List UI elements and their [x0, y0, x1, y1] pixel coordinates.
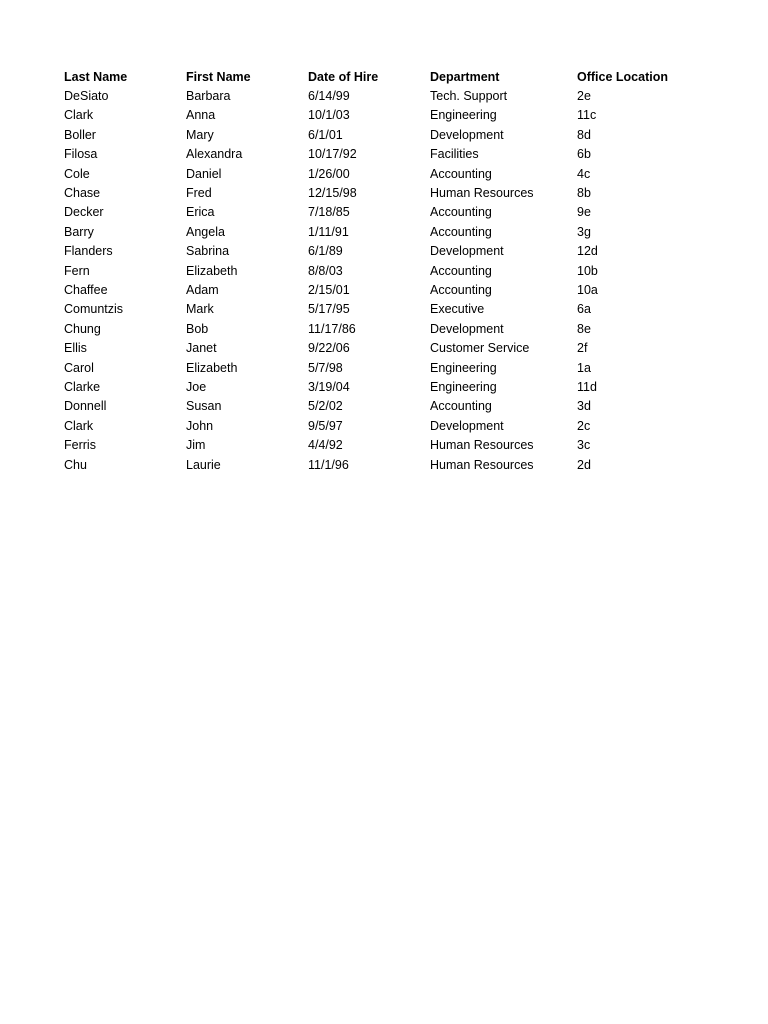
- cell-department: Development: [430, 127, 504, 142]
- table-row: [64, 397, 687, 416]
- cell-department: Human Resources: [430, 438, 534, 453]
- cell-office-location: 6a: [577, 302, 591, 317]
- cell-first-name: Adam: [186, 282, 219, 297]
- cell-office-location: 2e: [577, 89, 591, 104]
- table-row: [64, 86, 687, 105]
- cell-department: Development: [430, 244, 504, 259]
- cell-first-name: Erica: [186, 205, 215, 220]
- table-row: [64, 358, 687, 377]
- cell-date-of-hire: 11/1/96: [308, 457, 349, 472]
- cell-first-name: Barbara: [186, 89, 231, 104]
- cell-office-location: 6b: [577, 147, 591, 162]
- table-row: [64, 106, 687, 125]
- cell-date-of-hire: 2/15/01: [308, 282, 350, 297]
- cell-office-location: 10b: [577, 263, 598, 278]
- cell-department: Human Resources: [430, 457, 534, 472]
- cell-department: Human Resources: [430, 186, 534, 201]
- cell-department: Facilities: [430, 147, 479, 162]
- cell-last-name: Clark: [64, 108, 94, 123]
- cell-last-name: Clarke: [64, 379, 101, 394]
- cell-first-name: Sabrina: [186, 244, 230, 259]
- cell-last-name: Clark: [64, 418, 94, 433]
- cell-office-location: 9e: [577, 205, 591, 220]
- table-row: [64, 183, 687, 202]
- cell-department: Engineering: [430, 360, 497, 375]
- cell-last-name: Chase: [64, 186, 101, 201]
- table-row: [64, 435, 687, 454]
- cell-department: Accounting: [430, 282, 492, 297]
- cell-last-name: Ferris: [64, 438, 96, 453]
- cell-office-location: 3c: [577, 438, 591, 453]
- cell-date-of-hire: 9/5/97: [308, 418, 343, 433]
- cell-first-name: Mary: [186, 127, 214, 142]
- cell-first-name: Daniel: [186, 166, 222, 181]
- cell-office-location: 3d: [577, 399, 591, 414]
- table-row: [64, 338, 687, 357]
- cell-office-location: 3g: [577, 224, 591, 239]
- cell-office-location: 12d: [577, 244, 598, 259]
- cell-office-location: 11d: [577, 379, 597, 394]
- header-department: Department: [430, 69, 500, 84]
- cell-office-location: 2c: [577, 418, 591, 433]
- table-row: [64, 145, 687, 164]
- cell-office-location: 8b: [577, 186, 591, 201]
- cell-department: Accounting: [430, 224, 492, 239]
- cell-office-location: 2f: [577, 341, 588, 356]
- cell-first-name: Mark: [186, 302, 214, 317]
- cell-office-location: 10a: [577, 282, 598, 297]
- cell-last-name: Ellis: [64, 341, 87, 356]
- cell-date-of-hire: 10/1/03: [308, 108, 350, 123]
- cell-last-name: Comuntzis: [64, 302, 124, 317]
- table-row: [64, 377, 687, 396]
- cell-first-name: Bob: [186, 321, 209, 336]
- cell-office-location: 4c: [577, 166, 591, 181]
- cell-department: Accounting: [430, 205, 492, 220]
- cell-first-name: Fred: [186, 186, 212, 201]
- cell-date-of-hire: 6/14/99: [308, 89, 350, 104]
- cell-last-name: Donnell: [64, 399, 107, 414]
- cell-department: Customer Service: [430, 341, 530, 356]
- table-row: [64, 164, 687, 183]
- cell-first-name: Angela: [186, 224, 225, 239]
- table-row: [64, 300, 687, 319]
- cell-date-of-hire: 5/7/98: [308, 360, 343, 375]
- cell-office-location: 8e: [577, 321, 591, 336]
- cell-last-name: Chung: [64, 321, 101, 336]
- cell-date-of-hire: 4/4/92: [308, 438, 343, 453]
- cell-date-of-hire: 3/19/04: [308, 379, 350, 394]
- cell-office-location: 11c: [577, 108, 597, 123]
- header-first-name: First Name: [186, 69, 251, 84]
- header-office-location: Office Location: [577, 69, 668, 84]
- table-header-row: [64, 67, 687, 86]
- table-row: [64, 280, 687, 299]
- cell-last-name: Decker: [64, 205, 104, 220]
- table-row: [64, 319, 687, 338]
- cell-first-name: Alexandra: [186, 147, 243, 162]
- cell-last-name: Barry: [64, 224, 94, 239]
- cell-last-name: Carol: [64, 360, 94, 375]
- employee-table: [64, 67, 687, 474]
- cell-office-location: 1a: [577, 360, 591, 375]
- cell-last-name: Boller: [64, 127, 96, 142]
- header-last-name: Last Name: [64, 69, 128, 84]
- table-row: [64, 455, 687, 474]
- cell-date-of-hire: 5/2/02: [308, 399, 343, 414]
- cell-last-name: Fern: [64, 263, 90, 278]
- cell-first-name: Jim: [186, 438, 206, 453]
- cell-date-of-hire: 11/17/86: [308, 321, 356, 336]
- cell-first-name: Anna: [186, 108, 216, 123]
- header-date-of-hire: Date of Hire: [308, 69, 379, 84]
- cell-date-of-hire: 6/1/89: [308, 244, 343, 259]
- cell-date-of-hire: 9/22/06: [308, 341, 350, 356]
- table-row: [64, 416, 687, 435]
- cell-last-name: Filosa: [64, 147, 98, 162]
- cell-department: Accounting: [430, 399, 492, 414]
- cell-last-name: Cole: [64, 166, 90, 181]
- cell-office-location: 8d: [577, 127, 591, 142]
- table-row: [64, 203, 687, 222]
- cell-date-of-hire: 6/1/01: [308, 127, 343, 142]
- cell-department: Executive: [430, 302, 485, 317]
- cell-date-of-hire: 10/17/92: [308, 147, 357, 162]
- cell-first-name: Janet: [186, 341, 217, 356]
- cell-last-name: Chu: [64, 457, 87, 472]
- cell-department: Accounting: [430, 263, 492, 278]
- cell-last-name: Flanders: [64, 244, 113, 259]
- table-row: [64, 261, 687, 280]
- table-body: [64, 86, 687, 474]
- table-row: [64, 222, 687, 241]
- cell-date-of-hire: 1/26/00: [308, 166, 350, 181]
- cell-first-name: Elizabeth: [186, 263, 238, 278]
- cell-date-of-hire: 8/8/03: [308, 263, 343, 278]
- cell-department: Development: [430, 418, 504, 433]
- cell-first-name: Susan: [186, 399, 222, 414]
- cell-date-of-hire: 1/11/91: [308, 224, 349, 239]
- cell-department: Tech. Support: [430, 89, 508, 104]
- cell-date-of-hire: 5/17/95: [308, 302, 350, 317]
- cell-date-of-hire: 7/18/85: [308, 205, 350, 220]
- cell-department: Engineering: [430, 379, 497, 394]
- cell-first-name: Elizabeth: [186, 360, 238, 375]
- cell-department: Engineering: [430, 108, 497, 123]
- table-row: [64, 125, 687, 144]
- cell-first-name: John: [186, 418, 214, 433]
- table-row: [64, 242, 687, 261]
- cell-date-of-hire: 12/15/98: [308, 186, 357, 201]
- cell-department: Accounting: [430, 166, 492, 181]
- cell-first-name: Joe: [186, 379, 207, 394]
- cell-department: Development: [430, 321, 504, 336]
- cell-first-name: Laurie: [186, 457, 221, 472]
- cell-last-name: DeSiato: [64, 89, 109, 104]
- cell-last-name: Chaffee: [64, 282, 108, 297]
- cell-office-location: 2d: [577, 457, 591, 472]
